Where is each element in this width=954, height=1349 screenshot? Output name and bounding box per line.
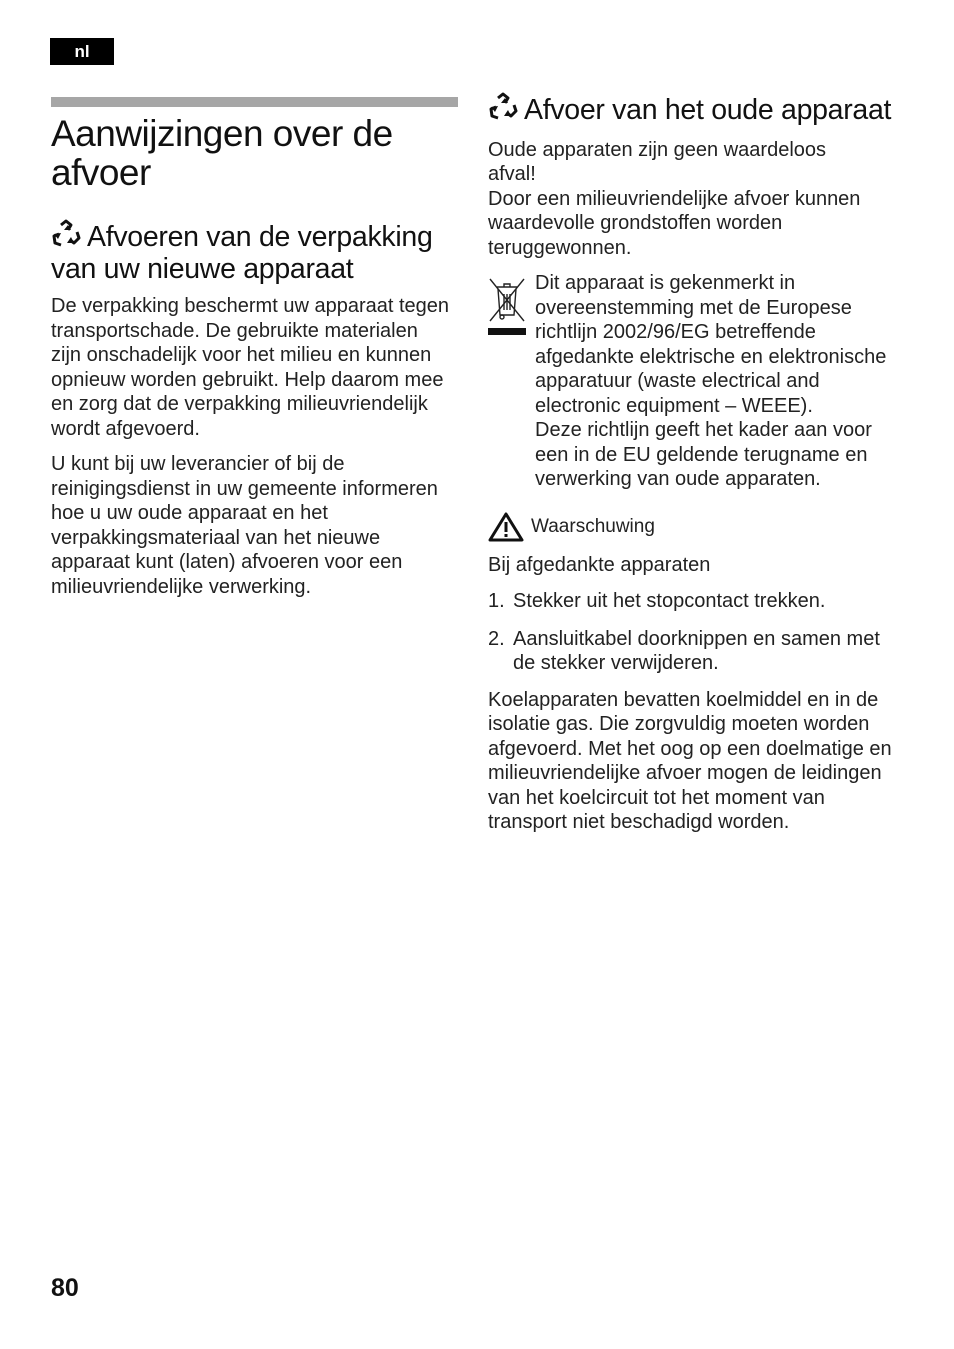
warning-intro: Bij afgedankte apparaten [488, 553, 711, 576]
weee-text-2: Deze richtlijn geeft het kader aan voor een in de EU geldende terugname en verwerking van oude apparaten. [535, 419, 872, 490]
section-heading-old-appliance [488, 92, 908, 127]
step-text: Aansluitkabel doorknippen en samen met de stekker verwijderen. [513, 627, 880, 674]
warning-label: Waarschuwing [531, 515, 655, 537]
paragraph-packaging-1: De verpakking beschermt uw apparaat tegen transportschade. De gebruikte materialen zijn onschadelijk voor het milieu en kunnen opnieuw worden gebruikt. Help daarom mee en zorg dat de verpakking milieuvriendelijk wordt afgevoerd. [51, 295, 450, 440]
section-rule [51, 97, 458, 107]
section-heading-packaging-text: Afvoeren van de verpakking van uw nieuwe apparaat [51, 221, 433, 285]
list-item [488, 589, 908, 614]
weee-notice [488, 271, 908, 492]
step-number: 2. [488, 627, 505, 650]
step-number: 1. [488, 590, 505, 612]
right-column [488, 92, 908, 835]
paragraph-packaging-2: U kunt bij uw leverancier of bij de reinigingsdienst in uw gemeente informeren hoe u uw oude apparaat en het verpakkingsmateriaal van het nieuwe apparaat kunt (laten) afvoeren voor een milieuvriendelijke verwerking. [51, 453, 438, 598]
warning-triangle-icon [488, 512, 524, 542]
intro-line-2: Door een milieuvriendelijke afvoer kunnen waardevolle grondstoffen worden teruggewonnen. [488, 187, 861, 259]
list-item [488, 627, 908, 676]
section-heading-packaging [51, 219, 451, 285]
recycle-icon [488, 92, 518, 122]
warning-heading [488, 512, 908, 542]
left-column [51, 114, 451, 599]
language-tab: nl [50, 38, 114, 65]
step-text: Stekker uit het stopcontact trekken. [513, 590, 826, 612]
warning-steps [488, 589, 908, 676]
page-number: 80 [51, 1274, 79, 1302]
crossed-bin-icon [488, 275, 526, 337]
recycle-icon [51, 219, 81, 249]
page-title: Aanwijzingen over de afvoer [51, 113, 393, 193]
weee-text-1: Dit apparaat is gekenmerkt in overeenstemming met de Europese richtlijn 2002/96/EG betreffende afgedankte elektrische en elektronische apparatuur (waste electrical and electronic equipment – WEEE). [535, 272, 887, 417]
closing-paragraph: Koelapparaten bevatten koelmiddel en in de isolatie gas. Die zorgvuldig moeten worden afgevoerd. Met het oog op een doelmatige en milieuvriendelijke afvoer mogen de leidingen van het koelcircuit tot het moment van transport niet beschadigd worden. [488, 688, 892, 833]
intro-line-1: Oude apparaten zijn geen waardeloos afval! [488, 138, 827, 185]
section-heading-old-appliance-text: Afvoer van het oude apparaat [524, 94, 892, 126]
